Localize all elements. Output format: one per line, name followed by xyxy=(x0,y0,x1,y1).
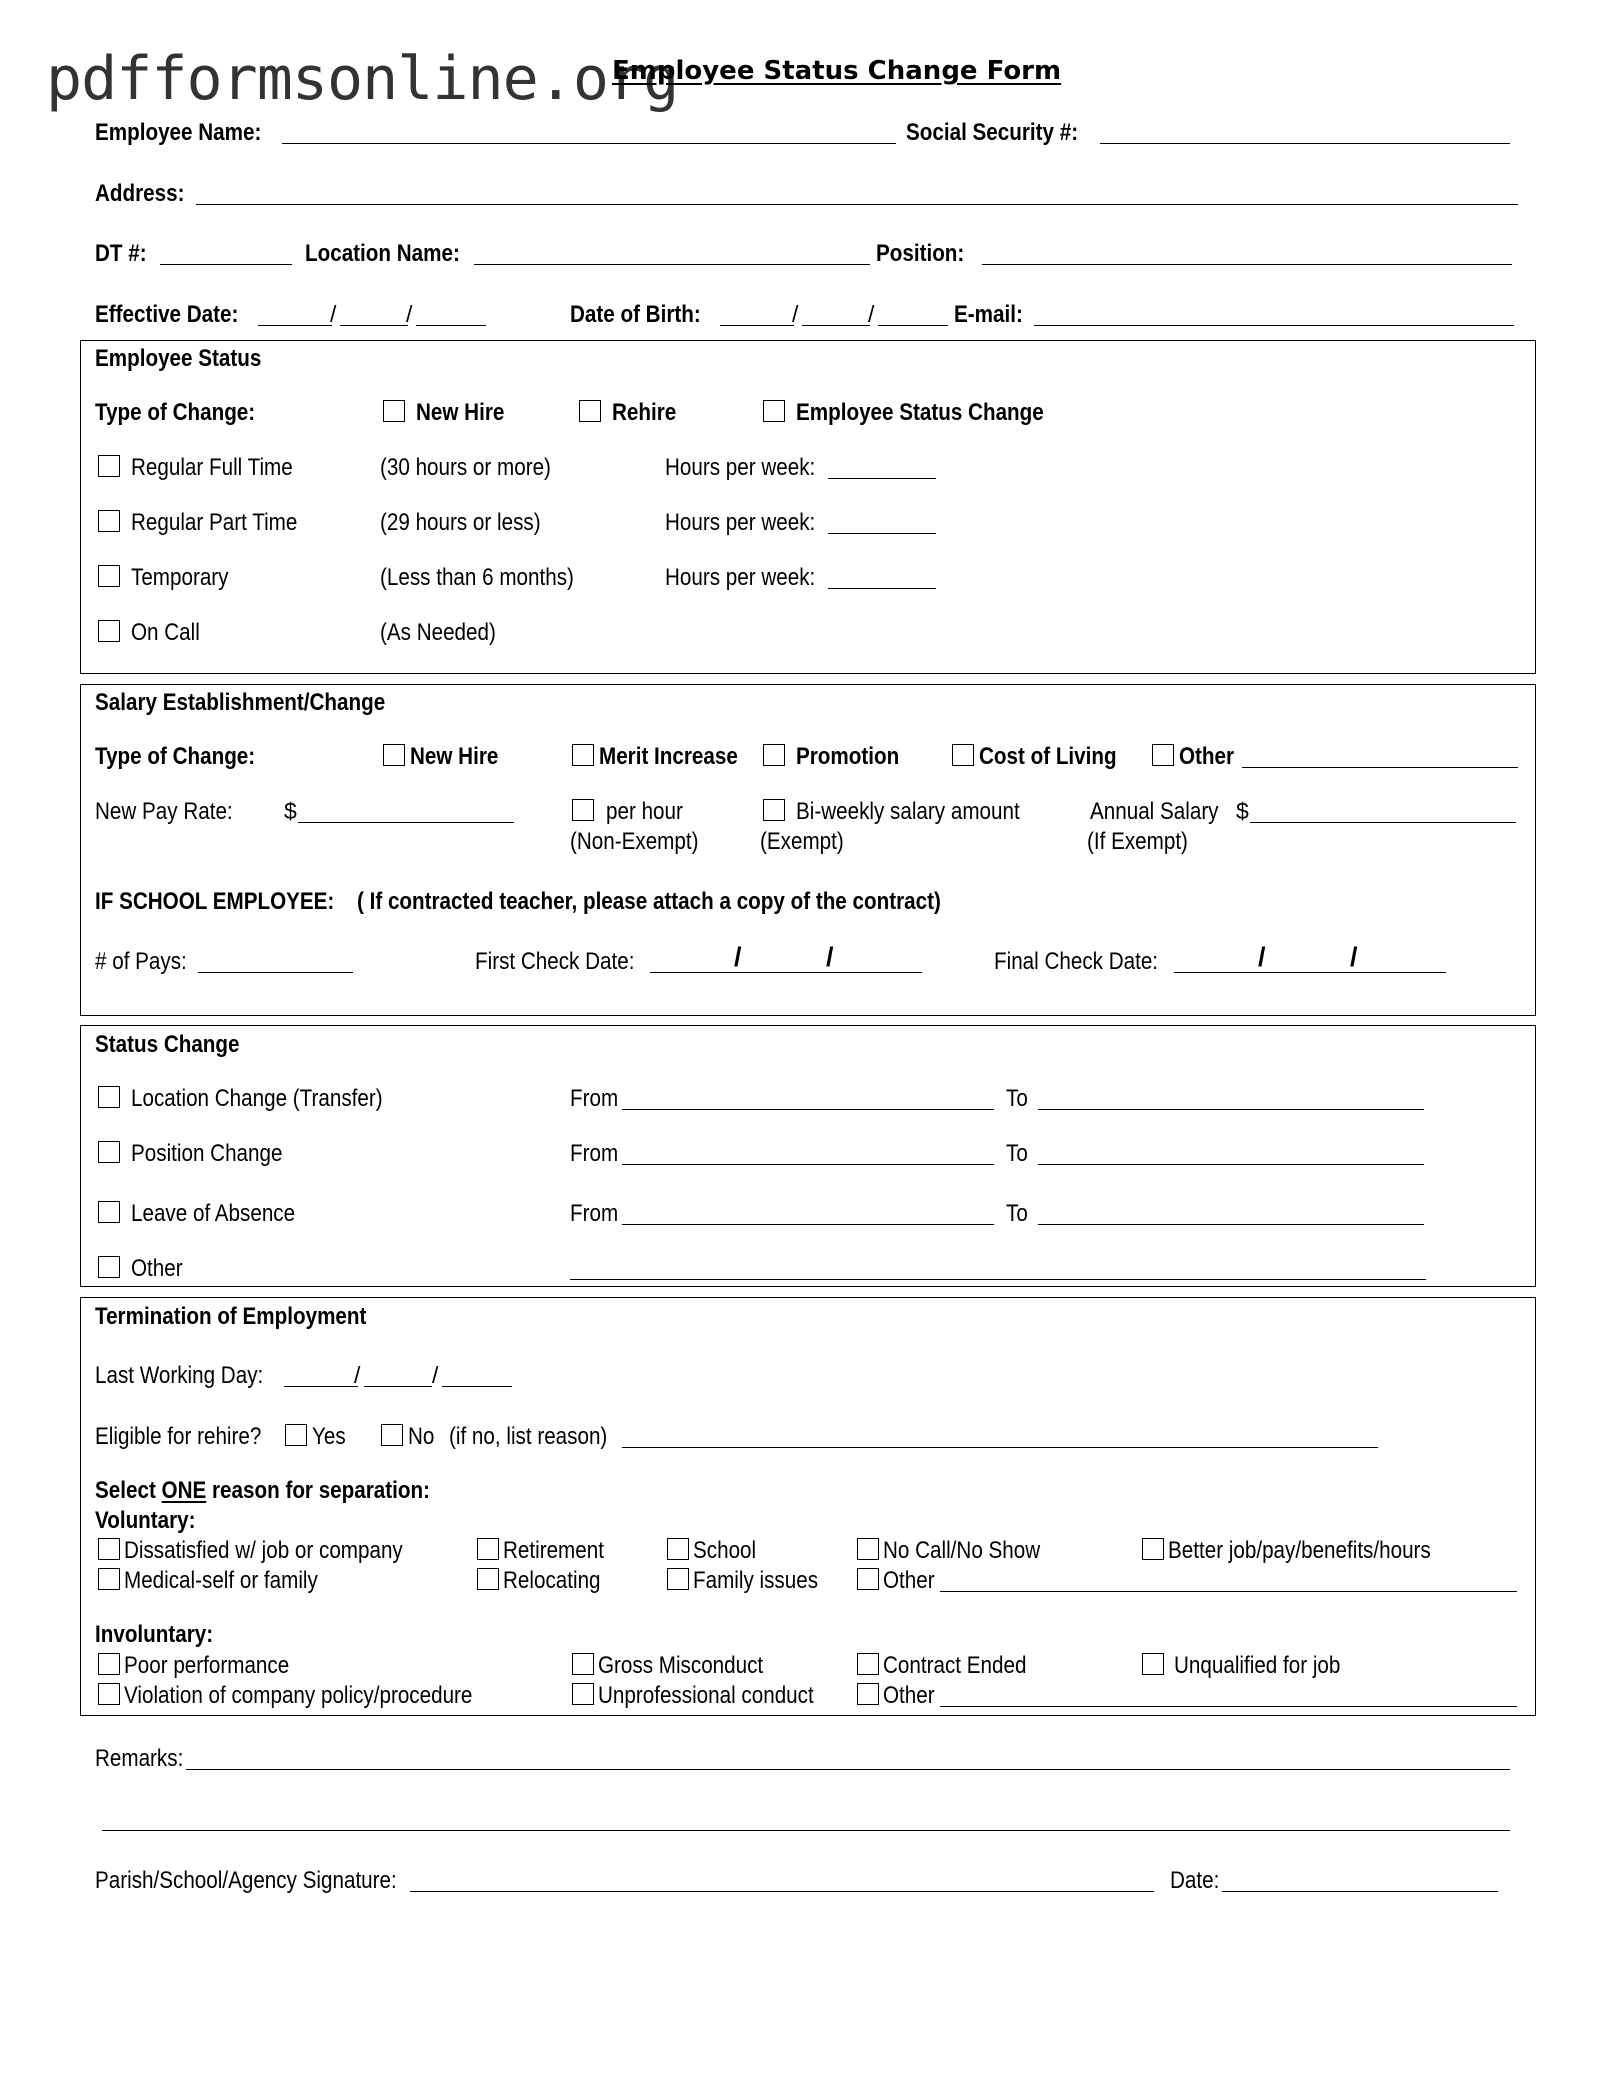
if-exempt-label: (If Exempt) xyxy=(1087,828,1188,855)
leave-from-field[interactable] xyxy=(622,1224,994,1225)
on-call-label: On Call xyxy=(131,619,200,646)
status-change-heading: Status Change xyxy=(95,1031,240,1058)
from-label: From xyxy=(570,1140,619,1167)
location-change-label: Location Change (Transfer) xyxy=(131,1085,383,1112)
regular-part-time-checkbox[interactable] xyxy=(98,510,120,532)
from-label: From xyxy=(570,1085,619,1112)
salary-other-field[interactable] xyxy=(1242,767,1518,768)
voluntary-other-field[interactable] xyxy=(940,1591,1517,1592)
location-name-field[interactable] xyxy=(474,264,870,265)
promotion-label: Promotion xyxy=(796,743,900,770)
better-job-label: Better job/pay/benefits/hours xyxy=(1168,1537,1431,1564)
position-label: Position: xyxy=(876,240,965,267)
signature-field[interactable] xyxy=(410,1891,1154,1892)
position-from-field[interactable] xyxy=(622,1164,994,1165)
salary-heading: Salary Establishment/Change xyxy=(95,689,386,716)
position-change-checkbox[interactable] xyxy=(98,1141,120,1163)
location-change-checkbox[interactable] xyxy=(98,1086,120,1108)
status-other-label: Other xyxy=(131,1255,183,1282)
dt-field[interactable] xyxy=(160,264,292,265)
hours-per-week-label: Hours per week: xyxy=(665,509,816,536)
better-job-checkbox[interactable] xyxy=(1142,1538,1164,1560)
salary-other-label: Other xyxy=(1179,743,1235,770)
new-hire-checkbox[interactable] xyxy=(383,400,405,422)
exempt-label: (Exempt) xyxy=(760,828,844,855)
school-employee-label: IF SCHOOL EMPLOYEE: xyxy=(95,888,335,915)
last-working-day-month[interactable] xyxy=(284,1386,358,1387)
effective-date-month[interactable] xyxy=(258,325,332,326)
dob-day[interactable] xyxy=(802,325,870,326)
to-label: To xyxy=(1006,1200,1028,1227)
on-call-checkbox[interactable] xyxy=(98,620,120,642)
salary-type-of-change-label: Type of Change: xyxy=(95,743,256,770)
temporary-label: Temporary xyxy=(131,564,229,591)
violation-checkbox[interactable] xyxy=(98,1683,120,1705)
regular-part-time-note: (29 hours or less) xyxy=(380,509,541,536)
unprofessional-label: Unprofessional conduct xyxy=(598,1682,814,1709)
poor-performance-label: Poor performance xyxy=(124,1652,290,1679)
date-separator: / xyxy=(826,942,834,972)
date-separator: / xyxy=(354,1362,361,1388)
gross-misconduct-label: Gross Misconduct xyxy=(598,1652,764,1679)
last-working-day-year[interactable] xyxy=(442,1386,512,1387)
date-separator: / xyxy=(406,301,413,327)
medical-checkbox[interactable] xyxy=(98,1568,120,1590)
remarks-field-2[interactable] xyxy=(102,1830,1510,1831)
signature-label: Parish/School/Agency Signature: xyxy=(95,1867,397,1894)
cost-of-living-checkbox[interactable] xyxy=(952,744,974,766)
address-field[interactable] xyxy=(196,204,1518,205)
violation-label: Violation of company policy/procedure xyxy=(124,1682,473,1709)
dob-year[interactable] xyxy=(878,325,948,326)
rehire-no-label: No xyxy=(408,1423,435,1450)
effective-date-label: Effective Date: xyxy=(95,301,239,328)
remarks-field-1[interactable] xyxy=(186,1769,1510,1770)
dollar-sign: $ xyxy=(284,798,297,824)
rehire-yes-label: Yes xyxy=(312,1423,346,1450)
date-separator: / xyxy=(868,301,875,327)
date-separator: / xyxy=(1258,942,1266,972)
regular-full-time-note: (30 hours or more) xyxy=(380,454,551,481)
location-name-label: Location Name: xyxy=(305,240,460,267)
school-label: School xyxy=(693,1537,757,1564)
first-check-label: First Check Date: xyxy=(475,948,635,975)
part-time-hours-field[interactable] xyxy=(828,533,936,534)
regular-part-time-label: Regular Part Time xyxy=(131,509,298,536)
ssn-label: Social Security #: xyxy=(906,119,1079,146)
date-separator: / xyxy=(1350,942,1358,972)
from-label: From xyxy=(570,1200,619,1227)
watermark: pdfformsonline.org xyxy=(46,44,679,114)
effective-date-day[interactable] xyxy=(340,325,408,326)
involuntary-heading: Involuntary: xyxy=(95,1621,214,1648)
leave-of-absence-label: Leave of Absence xyxy=(131,1200,296,1227)
no-call-label: No Call/No Show xyxy=(883,1537,1041,1564)
termination-heading: Termination of Employment xyxy=(95,1303,367,1330)
regular-full-time-checkbox[interactable] xyxy=(98,455,120,477)
on-call-note: (As Needed) xyxy=(380,619,496,646)
relocating-checkbox[interactable] xyxy=(477,1568,499,1590)
address-label: Address: xyxy=(95,180,185,207)
form-title: Employee Status Change Form xyxy=(612,56,1062,86)
location-to-field[interactable] xyxy=(1038,1109,1424,1110)
promotion-checkbox[interactable] xyxy=(763,744,785,766)
salary-other-checkbox[interactable] xyxy=(1152,744,1174,766)
merit-increase-checkbox[interactable] xyxy=(572,744,594,766)
medical-label: Medical-self or family xyxy=(124,1567,318,1594)
status-other-field[interactable] xyxy=(570,1279,1426,1280)
num-pays-field[interactable] xyxy=(198,972,353,973)
type-of-change-label: Type of Change: xyxy=(95,399,256,426)
poor-performance-checkbox[interactable] xyxy=(98,1653,120,1675)
biweekly-label: Bi-weekly salary amount xyxy=(796,798,1020,825)
date-separator: / xyxy=(432,1362,439,1388)
date-separator: / xyxy=(734,942,742,972)
unqualified-label: Unqualified for job xyxy=(1174,1652,1341,1679)
contract-ended-label: Contract Ended xyxy=(883,1652,1027,1679)
unprofessional-checkbox[interactable] xyxy=(572,1683,594,1705)
eligible-rehire-label: Eligible for rehire? xyxy=(95,1423,262,1450)
rehire-no-note: (if no, list reason) xyxy=(449,1423,608,1450)
date-separator: / xyxy=(792,301,799,327)
dt-label: DT #: xyxy=(95,240,147,267)
num-pays-label: # of Pays: xyxy=(95,948,187,975)
first-check-date-field[interactable] xyxy=(650,972,922,973)
per-hour-checkbox[interactable] xyxy=(572,799,594,821)
full-time-hours-field[interactable] xyxy=(828,478,936,479)
employee-status-section xyxy=(80,340,1536,674)
signature-date-label: Date: xyxy=(1170,1867,1220,1894)
status-other-checkbox[interactable] xyxy=(98,1256,120,1278)
dissatisfied-label: Dissatisfied w/ job or company xyxy=(124,1537,403,1564)
per-hour-label: per hour xyxy=(606,798,683,825)
gross-misconduct-checkbox[interactable] xyxy=(572,1653,594,1675)
dob-label: Date of Birth: xyxy=(570,301,701,328)
voluntary-heading: Voluntary: xyxy=(95,1507,196,1534)
employee-status-change-checkbox[interactable] xyxy=(763,400,785,422)
merit-increase-label: Merit Increase xyxy=(599,743,738,770)
position-change-label: Position Change xyxy=(131,1140,283,1167)
last-working-day-day[interactable] xyxy=(364,1386,432,1387)
retirement-label: Retirement xyxy=(503,1537,604,1564)
involuntary-other-field[interactable] xyxy=(940,1706,1517,1707)
rehire-yes-checkbox[interactable] xyxy=(285,1424,307,1446)
remarks-label: Remarks: xyxy=(95,1745,184,1772)
contract-ended-checkbox[interactable] xyxy=(857,1653,879,1675)
rehire-label: Rehire xyxy=(612,399,677,426)
family-issues-label: Family issues xyxy=(693,1567,819,1594)
involuntary-other-label: Other xyxy=(883,1682,935,1709)
voluntary-other-label: Other xyxy=(883,1567,935,1594)
relocating-label: Relocating xyxy=(503,1567,601,1594)
to-label: To xyxy=(1006,1085,1028,1112)
position-field[interactable] xyxy=(982,264,1512,265)
location-from-field[interactable] xyxy=(622,1109,994,1110)
family-issues-checkbox[interactable] xyxy=(667,1568,689,1590)
employee-name-label: Employee Name: xyxy=(95,119,262,146)
cost-of-living-label: Cost of Living xyxy=(979,743,1117,770)
rehire-no-checkbox[interactable] xyxy=(381,1424,403,1446)
rehire-checkbox[interactable] xyxy=(579,400,601,422)
ssn-field[interactable] xyxy=(1100,143,1510,144)
salary-new-hire-label: New Hire xyxy=(410,743,499,770)
new-pay-rate-label: New Pay Rate: xyxy=(95,798,233,825)
effective-date-year[interactable] xyxy=(416,325,486,326)
non-exempt-label: (Non-Exempt) xyxy=(570,828,699,855)
school-checkbox[interactable] xyxy=(667,1538,689,1560)
leave-to-field[interactable] xyxy=(1038,1224,1424,1225)
regular-full-time-label: Regular Full Time xyxy=(131,454,293,481)
salary-new-hire-checkbox[interactable] xyxy=(383,744,405,766)
select-reason-heading: Select ONE reason for separation: xyxy=(95,1477,430,1504)
dollar-sign: $ xyxy=(1236,798,1249,824)
final-check-date-field[interactable] xyxy=(1174,972,1446,973)
email-label: E-mail: xyxy=(954,301,1023,328)
final-check-label: Final Check Date: xyxy=(994,948,1159,975)
biweekly-checkbox[interactable] xyxy=(763,799,785,821)
new-hire-label: New Hire xyxy=(416,399,505,426)
hours-per-week-label: Hours per week: xyxy=(665,564,816,591)
rehire-reason-field[interactable] xyxy=(622,1447,1378,1448)
annual-salary-field[interactable] xyxy=(1250,822,1516,823)
school-note: ( If contracted teacher, please attach a copy of the contract) xyxy=(357,888,941,915)
position-to-field[interactable] xyxy=(1038,1164,1424,1165)
leave-of-absence-checkbox[interactable] xyxy=(98,1201,120,1223)
retirement-checkbox[interactable] xyxy=(477,1538,499,1560)
dob-month[interactable] xyxy=(720,325,794,326)
signature-date-field[interactable] xyxy=(1222,1891,1498,1892)
email-field[interactable] xyxy=(1034,325,1514,326)
new-pay-rate-field[interactable] xyxy=(298,822,514,823)
voluntary-other-checkbox[interactable] xyxy=(857,1568,879,1590)
annual-salary-label: Annual Salary xyxy=(1090,798,1219,825)
temporary-note: (Less than 6 months) xyxy=(380,564,574,591)
temporary-hours-field[interactable] xyxy=(828,588,936,589)
dissatisfied-checkbox[interactable] xyxy=(98,1538,120,1560)
employee-status-change-label: Employee Status Change xyxy=(796,399,1044,426)
last-working-day-label: Last Working Day: xyxy=(95,1362,264,1389)
unqualified-checkbox[interactable] xyxy=(1142,1653,1164,1675)
employee-status-heading: Employee Status xyxy=(95,345,262,372)
employee-name-field[interactable] xyxy=(282,143,896,144)
date-separator: / xyxy=(330,301,337,327)
no-call-checkbox[interactable] xyxy=(857,1538,879,1560)
temporary-checkbox[interactable] xyxy=(98,565,120,587)
hours-per-week-label: Hours per week: xyxy=(665,454,816,481)
involuntary-other-checkbox[interactable] xyxy=(857,1683,879,1705)
to-label: To xyxy=(1006,1140,1028,1167)
